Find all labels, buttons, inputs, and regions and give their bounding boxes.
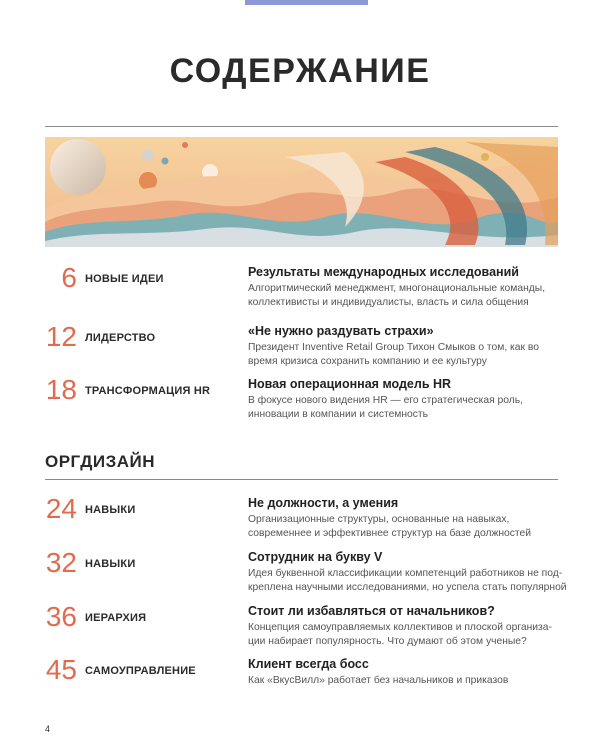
entry-description-line: креплена научными исследованиями, но успела стать популярной [248,582,567,593]
toc-entry[interactable] [45,262,558,321]
entry-description-line: Алгоритмический менеджмент, многонациональные команды, [248,283,546,294]
title-rule [45,126,558,127]
entry-headline: Новая операционная модель HR [248,377,452,391]
entry-headline: Стоит ли избавляться от начальников? [248,604,495,618]
entry-description [248,341,558,369]
entry-description-line: Президент Inventive Retail Group Тихон Смыков о том, как во [248,342,539,353]
entry-headline: Не должности, а умения [248,496,399,510]
toc-entry[interactable] [45,493,558,552]
entry-description [248,513,558,541]
entry-category: ТРАНСФОРМАЦИЯ HR [85,385,211,397]
entry-page-number: 18 [45,374,77,405]
entry-category: САМОУПРАВЛЕНИЕ [85,665,196,677]
entry-category: НАВЫКИ [85,504,136,516]
entry-category: ИЕРАРХИЯ [85,612,147,624]
entry-page-number: 6 [61,262,77,293]
page-number: 4 [45,724,51,734]
entry-category: ЛИДЕРСТВО [85,332,156,344]
entry-description [248,674,558,688]
entry-page-number: 24 [45,493,77,524]
section-title: ОРГДИЗАЙН [45,452,156,471]
top-color-tab [245,0,368,5]
entry-description-line: В фокусе нового видения HR — его стратегическая роль, [248,395,524,406]
entry-page-number: 12 [45,321,77,352]
entry-headline: Сотрудник на букву V [248,550,383,564]
entry-description-line: Концепция самоуправляемых коллективов и плоской организа- [248,622,552,633]
toc-entry[interactable] [45,547,567,606]
entry-headline: Результаты международных исследований [248,265,519,279]
entry-headline: «Не нужно раздувать страхи» [248,324,434,338]
entry-description-line: Идея буквенной классификации компетенций работников не под- [248,568,563,579]
page-title: СОДЕРЖАНИЕ [169,52,431,90]
toc-entry[interactable] [45,601,558,660]
entry-description-line: современнее и эффективнее структур на базе должностей [248,528,531,539]
entry-description [248,394,558,422]
entry-description-line: ции набирает популярность. Что думают об этом ученые? [248,636,527,647]
toc-entry[interactable] [45,374,558,433]
entry-page-number: 45 [45,654,77,685]
entry-category: НАВЫКИ [85,558,136,570]
toc-entry[interactable] [45,654,558,713]
section-rule [45,479,558,480]
entry-description-line: Как «ВкусВилл» работает без начальников и приказов [248,675,509,686]
entry-page-number: 32 [45,547,77,578]
entry-headline: Клиент всегда босс [248,657,369,671]
entry-description-line: коллективисты и индивидуалисты, власть и сила общения [248,297,529,308]
banner-illustration [45,137,558,247]
entry-page-number: 36 [45,601,77,632]
entry-description-line: инновации в компании и системность [248,409,429,420]
toc-entry[interactable] [45,321,558,380]
entry-description-line: Организационные структуры, основанные на навыках, [248,514,510,525]
entry-description [248,282,558,310]
entry-description [248,621,558,649]
entry-description [248,567,567,595]
entry-description-line: время кризиса сохранить компанию и ее культуру [248,356,487,367]
entry-category: НОВЫЕ ИДЕИ [85,273,164,285]
